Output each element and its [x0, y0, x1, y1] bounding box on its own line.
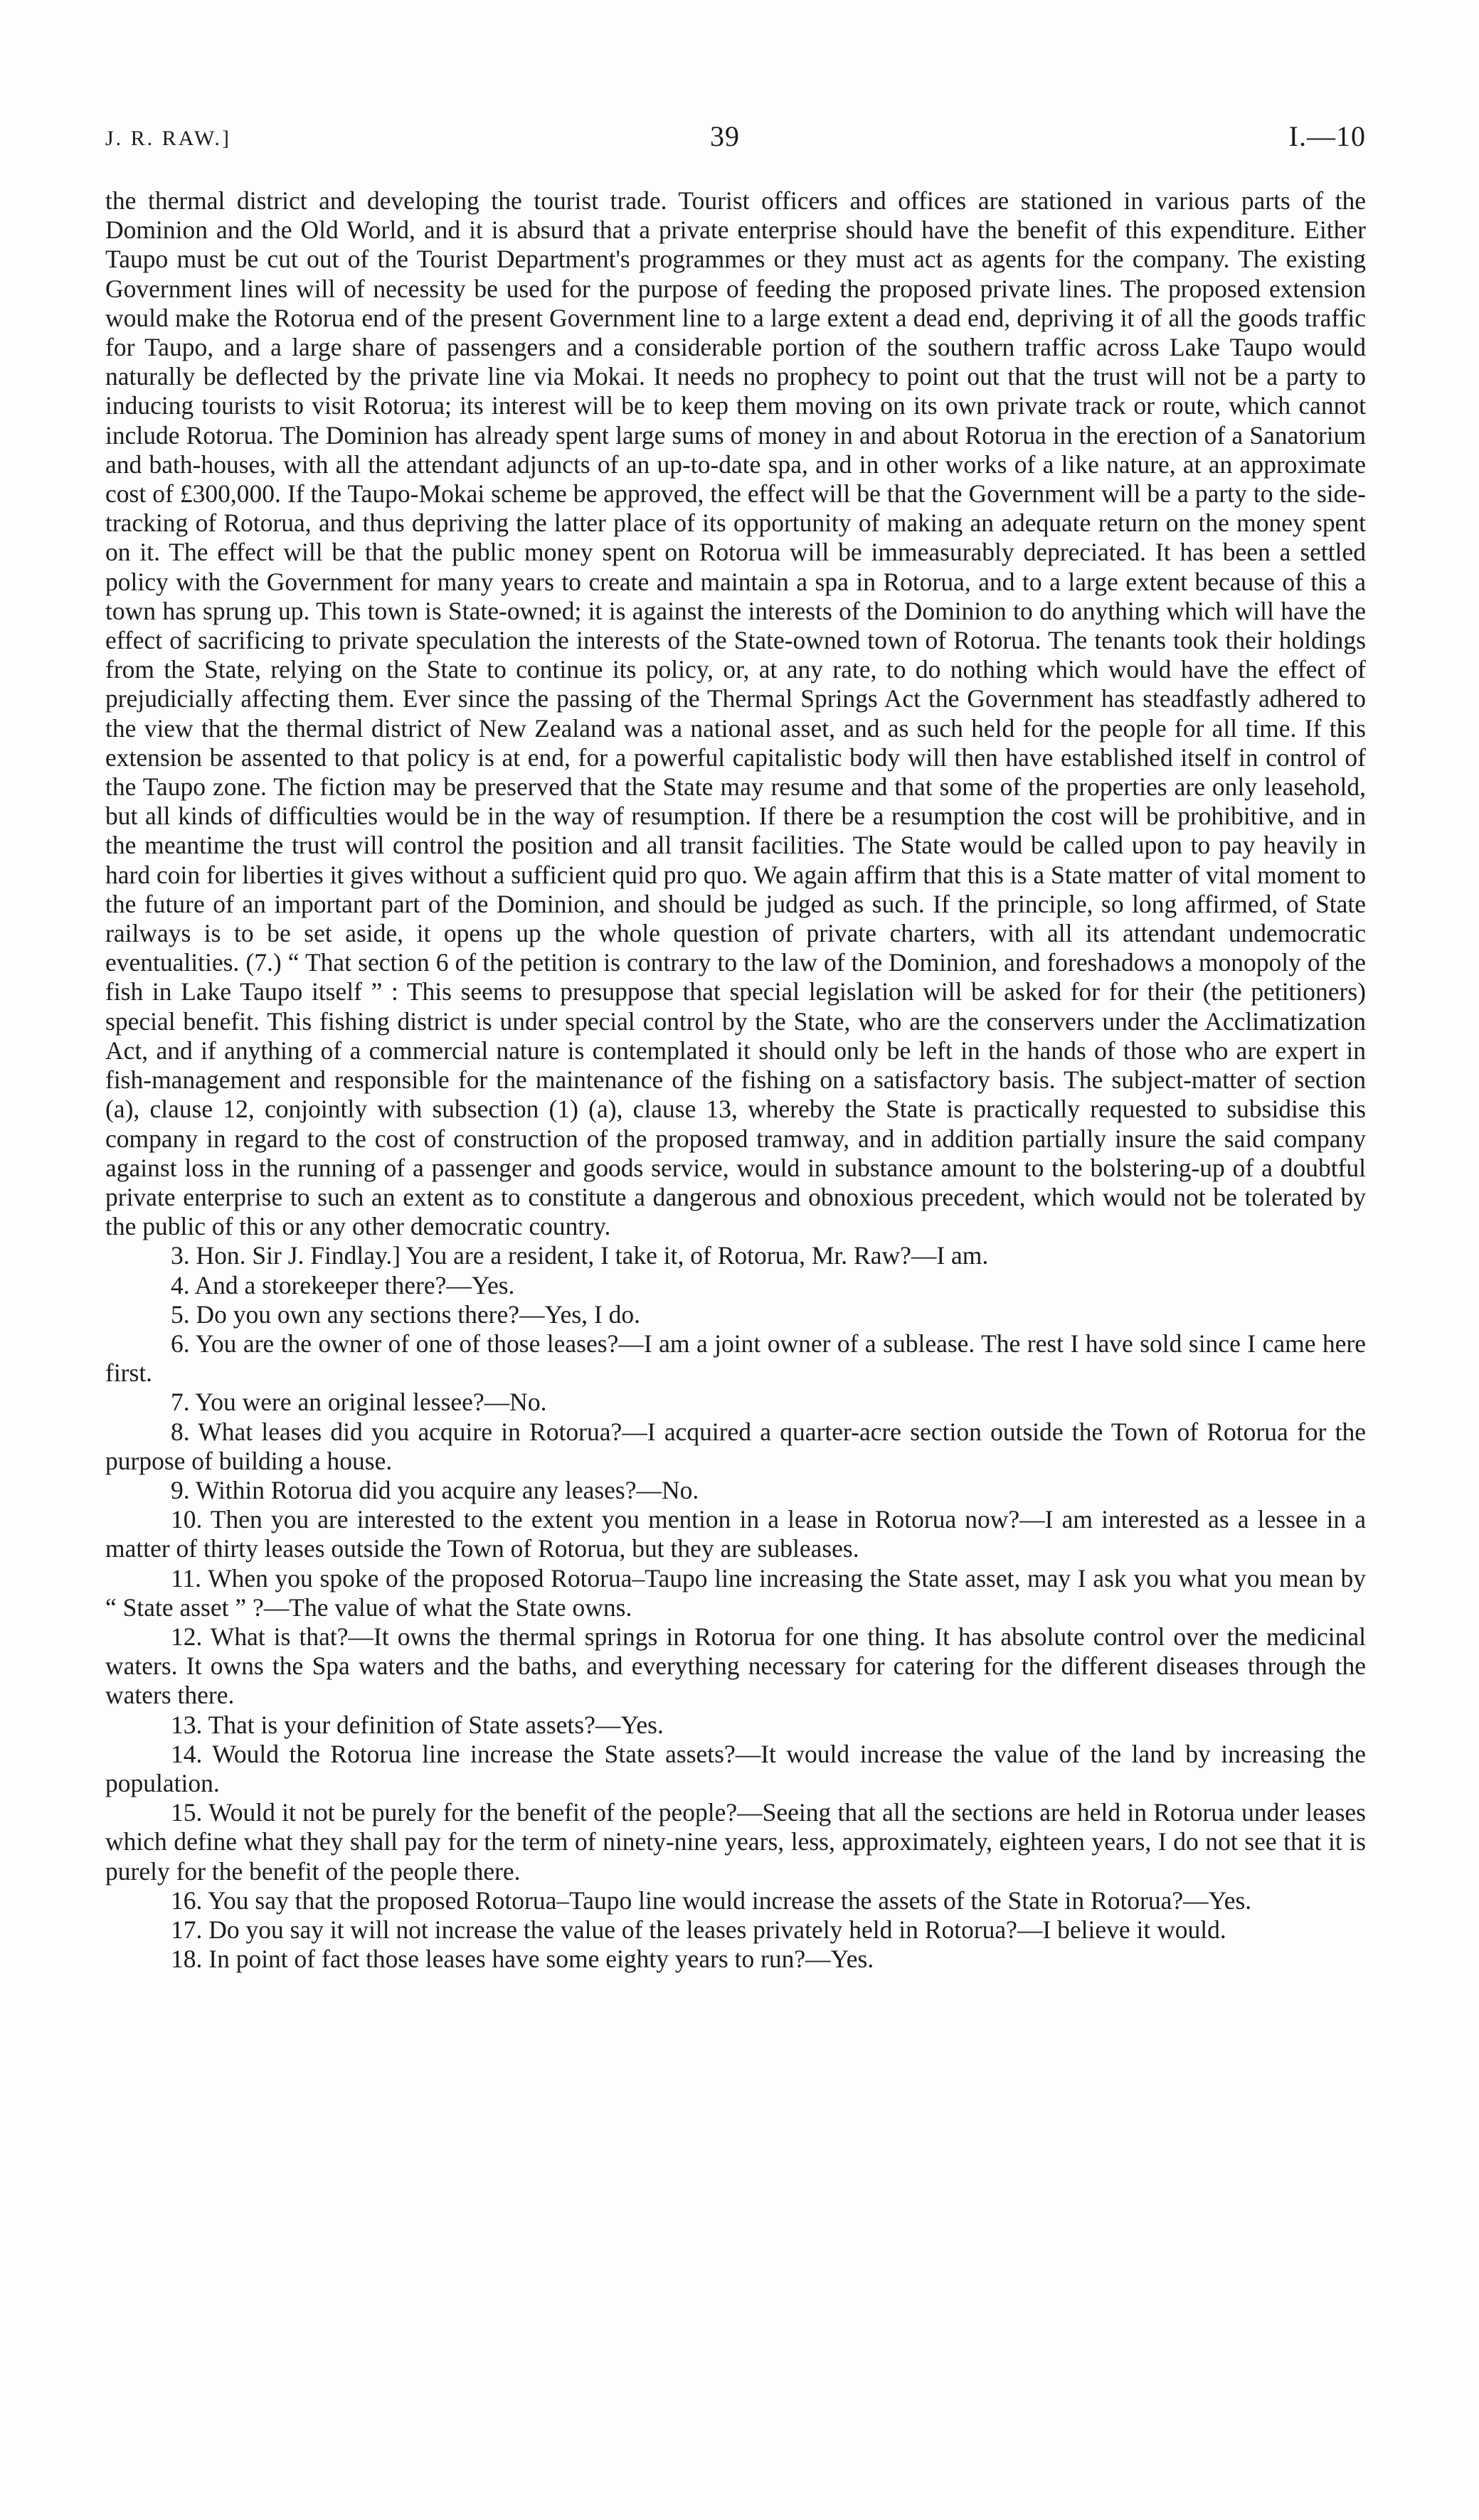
qa-3: 3. Hon. Sir J. Findlay.] You are a resident, I take it, of Rotorua, Mr. Raw?—I am.	[171, 1241, 989, 1270]
qa-16: 16. You say that the proposed Rotorua–Taupo line would increase the assets of the State in Rotorua?—Yes.	[171, 1886, 1252, 1915]
header-witness-name: J. R. RAW.]	[105, 127, 232, 150]
document-reference: I.—10	[1288, 120, 1366, 152]
qa-6: 6. You are the owner of one of those leases?—I am a joint owner of a sublease. The rest I have sold since I came here first.	[105, 1329, 1366, 1388]
qa-9: 9. Within Rotorua did you acquire any leases?—No.	[171, 1475, 699, 1504]
qa-5: 5. Do you own any sections there?—Yes, I do.	[171, 1299, 640, 1329]
qa-7: 7. You were an original lessee?—No.	[171, 1388, 547, 1417]
qa-10: 10. Then you are interested to the extent you mention in a lease in Rotorua now?—I am interested as a lessee in a matter of thirty leases outside the Town of Rotorua, but they are subleases.	[105, 1505, 1366, 1563]
qa-17: 17. Do you say it will not increase the value of the leases privately held in Rotorua?—I believe it would.	[171, 1915, 1226, 1944]
qa-8: 8. What leases did you acquire in Rotorua?—I acquired a quarter-acre section outside the Town of Rotorua for the purpose of building a house.	[105, 1417, 1366, 1475]
qa-15: 15. Would it not be purely for the benefit of the people?—Seeing that all the sections are held in Rotorua under leases which define what they shall pay for the term of ninety-nine years, less, approximately, eighteen years, I do not see that it is purely for the benefit of the people there.	[105, 1798, 1366, 1886]
opening-paragraph: the thermal district and developing the tourist trade. Tourist officers and offices are stationed in various parts of the Dominion and the Old World, and it is absurd that a private enterprise should have the benefit of this expenditure. Either Taupo must be cut out of the Tourist Department's programmes or they must act as agents for the company. The existing Government lines will of necessity be used for the purpose of feeding the proposed private lines. The proposed extension would make the Rotorua end of the present Government line to a large extent a dead end, depriving it of all the goods traffic for Taupo, and a large share of passengers and a considerable portion of the southern traffic across Lake Taupo would naturally be deflected by the private line via Mokai. It needs no prophecy to point out that the trust will not be a party to inducing tourists to visit Rotorua; its interest will be to keep them moving on its own private track or route, which cannot include Rotorua. The Dominion has already spent large sums of money in and about Rotorua in the erection of a Sanatorium and bath-houses, with all the attendant adjuncts of an up-to-date spa, and in other works of a like nature, at an approximate cost of £300,000. If the Taupo-Mokai scheme be approved, the effect will be that the Government will be a party to the side-tracking of Rotorua, and thus depriving the latter place of its opportunity of making an adequate return on the money spent on it. The effect will be that the public money spent on Rotorua will be immeasurably depreciated. It has been a settled policy with the Government for many years to create and maintain a spa in Rotorua, and to a large extent because of this a town has sprung up. This town is State-owned; it is against the interests of the Dominion to do anything which will have the effect of sacrificing to private speculation the interests of the State-owned town of Rotorua. The tenants took their holdings from the State, relying on the State to continue its policy, or, at any rate, to do nothing which would have the effect of prejudicially affecting them. Ever since the passing of the Thermal Springs Act the Government has steadfastly adhered to the view that the thermal district of New Zealand was a national asset, and as such held for the people for all time. If this extension be assented to that policy is at end, for a powerful capitalistic body will then have established itself in control of the Taupo zone. The fiction may be preserved that the State may resume and that some of the properties are only leasehold, but all kinds of difficulties would be in the way of resumption. If there be a resumption the cost will be prohibitive, and in the meantime the trust will control the position and all transit facilities. The State would be called upon to pay heavily in hard coin for liberties it gives without a sufficient quid pro quo. We again affirm that this is a State matter of vital moment to the future of an important part of the Dominion, and should be judged as such. If the principle, so long affirmed, of State railways is to be set aside, it opens up the whole question of private charters, with all its attendant undemocratic eventualities. (7.) “ That section 6 of the petition is contrary to the law of the Dominion, and foreshadows a monopoly of the fish in Lake Taupo itself ” : This seems to presuppose that special legislation will be asked for for their (the petitioners) special benefit. This fishing district is under special control by the State, who are the conservers under the Acclimatization Act, and if anything of a commercial nature is contemplated it should only be left in the hands of those who are expert in fish-management and responsible for the maintenance of the fishing on a satisfactory basis. The subject-matter of section (a), clause 12, conjointly with subsection (1) (a), clause 13, whereby the State is practically requested to subsidise this company in regard to the cost of construction of the proposed tramway, and in addition partially insure the said company against loss in the running of a passenger and goods service, would in substance amount to the bolstering-up of a doubtful private enterprise to such an extent as to constitute a dangerous and obnoxious precedent, which would not be tolerated by the public of this or any other democratic country.	[105, 186, 1366, 1241]
qa-18: 18. In point of fact those leases have some eighty years to run?—Yes.	[171, 1945, 874, 1974]
page-header	[105, 119, 1366, 162]
qa-13: 13. That is your definition of State assets?—Yes.	[171, 1710, 664, 1739]
qa-12: 12. What is that?—It owns the thermal springs in Rotorua for one thing. It has absolute control over the medicinal waters. It owns the Spa waters and the baths, and everything necessary for catering for the different diseases through the waters there.	[105, 1622, 1366, 1710]
qa-11: 11. When you spoke of the proposed Rotorua–Taupo line increasing the State asset, may I ask you what you mean by “ State asset ” ?—The value of what the State owns.	[105, 1563, 1366, 1622]
page-number: 39	[710, 120, 740, 152]
document-body	[105, 186, 1366, 1974]
qa-4: 4. And a storekeeper there?—Yes.	[171, 1270, 515, 1299]
qa-14: 14. Would the Rotorua line increase the State assets?—It would increase the value of the land by increasing the population.	[105, 1739, 1366, 1797]
